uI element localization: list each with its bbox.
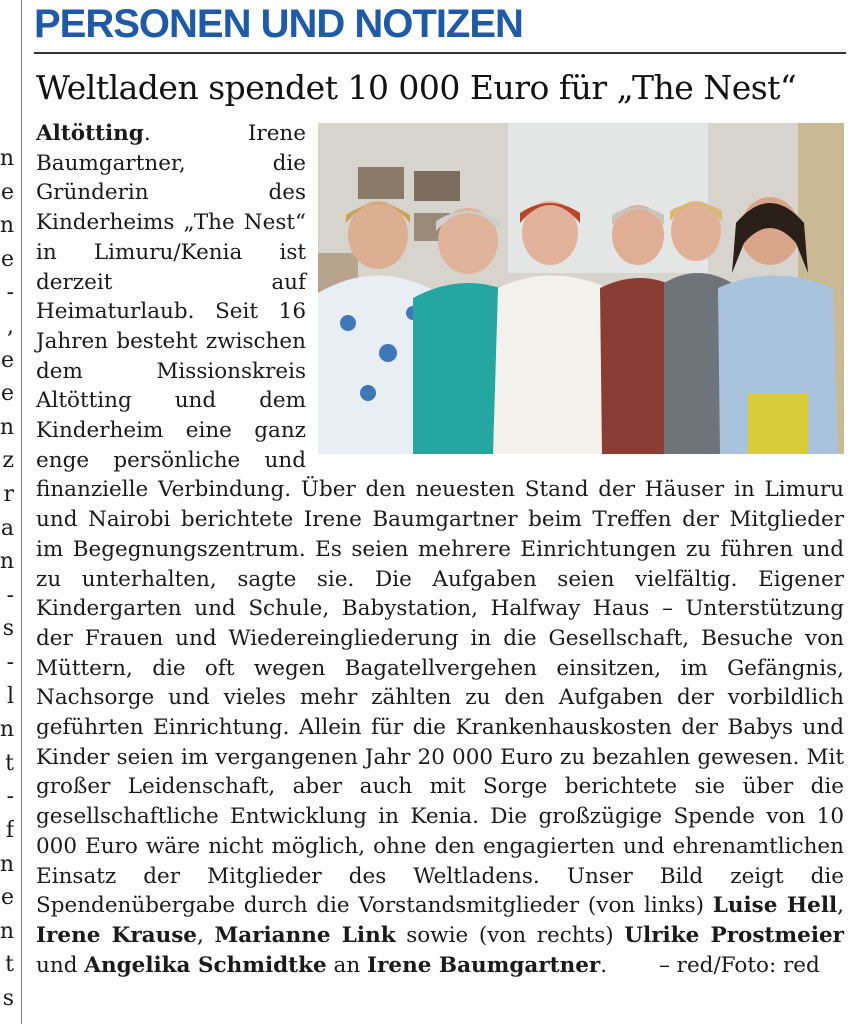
article-photo [318, 123, 844, 454]
text-separator: und [36, 952, 85, 978]
column-fragment: t [5, 750, 14, 776]
text-separator: , [197, 922, 215, 948]
column-divider [21, 0, 22, 1024]
article-headline: Weltladen spendet 10 000 Euro für „The Nest“ [36, 68, 797, 107]
column-fragment: a [0, 515, 14, 541]
column-fragment: n [0, 146, 14, 171]
section-title: PERSONEN UND NOTIZEN [34, 2, 523, 46]
column-fragment: t [5, 952, 14, 978]
column-fragment: s [2, 986, 14, 1010]
text-separator: , [837, 893, 844, 919]
photo-credit: – red/Foto: red [659, 952, 820, 978]
column-fragment: s [2, 616, 14, 642]
column-fragment: f [5, 818, 14, 843]
column-fragment: - [6, 582, 14, 608]
previous-column-fragment [0, 130, 14, 1010]
text-separator: sowie (von rechts) [395, 922, 625, 948]
sentence-end: . [600, 952, 608, 978]
person-name: Irene Baumgartner [367, 952, 601, 978]
article-dateline: Altötting [36, 121, 144, 146]
person-name: Marianne Link [214, 922, 396, 948]
column-fragment: z [2, 448, 14, 474]
column-fragment: - [6, 784, 14, 810]
column-fragment: n [0, 918, 14, 944]
person-name: Ulrike Prostmeier [624, 922, 845, 948]
column-fragment: r [3, 482, 14, 507]
column-fragment: n [0, 717, 14, 743]
text-separator: an [326, 952, 368, 978]
column-fragment: l [6, 683, 14, 709]
article-text: . Irene Baumgartner, die Gründerin des Kinderheims „The Nest“ in Limuru/Kenia ist derzeit auf Heimaturlaub. Seit 16 Jahren besteht zwischen dem Missionskreis Altötting und dem Kinderheim eine ganz enge persönliche und finanzielle Verbindung. Über den neuesten Stand der Häuser in Limuru und Nairobi berichtete Irene Baumgartner beim Treffen der Mitglieder im Begegnungszentrum. Es seien mehrere Einrichtungen zu führen und zu unterhalten, sagte sie. Die Aufgaben seien vielfältig. Eigener Kindergarten und Schule, Babystation, Halfway Haus – Unterstützung der Frauen und Wiedereingliederung in die Gesellschaft, Besuche von Müttern, die oft wegen Bagatellvergehen einsitzen, im Gefängnis, Nachsorge und vieles mehr zählten zu den Aufgaben der vorbildlich geführten Einrichtung. Allein für die Krankenhauskosten der Babys und Kinder seien im vergangenen Jahr 20 000 Euro zu bezahlen gewesen. Mit großer Leidenschaft, aber auch mit Sorge berichtete sie über die gesellschaftliche Entwicklung in Kenia. Die großzügige Spende von 10 000 Euro wäre nicht möglich, ohne den engagierten und ehrenamtlichen Einsatz der Mitglieder des Weltladens. Unser Bild zeigt die Spendenübergabe durch die Vorstandsmitglieder (von links) [36, 121, 844, 919]
column-fragment: e [0, 885, 14, 911]
column-fragment: e [0, 381, 14, 407]
column-fragment: n [0, 213, 14, 239]
column-fragment: n [0, 414, 14, 440]
column-fragment: e [0, 347, 14, 373]
person-name: Luise Hell [712, 893, 838, 919]
column-fragment: n [0, 549, 14, 575]
column-fragment: , [7, 314, 14, 339]
column-fragment: - [6, 280, 14, 306]
article-body [36, 119, 844, 980]
header-rule [34, 52, 846, 54]
column-fragment: e [0, 246, 14, 272]
column-fragment: e [0, 179, 14, 205]
person-name: Angelika Schmidtke [84, 952, 327, 978]
person-name: Irene Krause [36, 922, 197, 948]
photo-illustration [318, 123, 844, 454]
column-fragment: n [0, 851, 14, 877]
column-fragment: - [6, 650, 14, 675]
